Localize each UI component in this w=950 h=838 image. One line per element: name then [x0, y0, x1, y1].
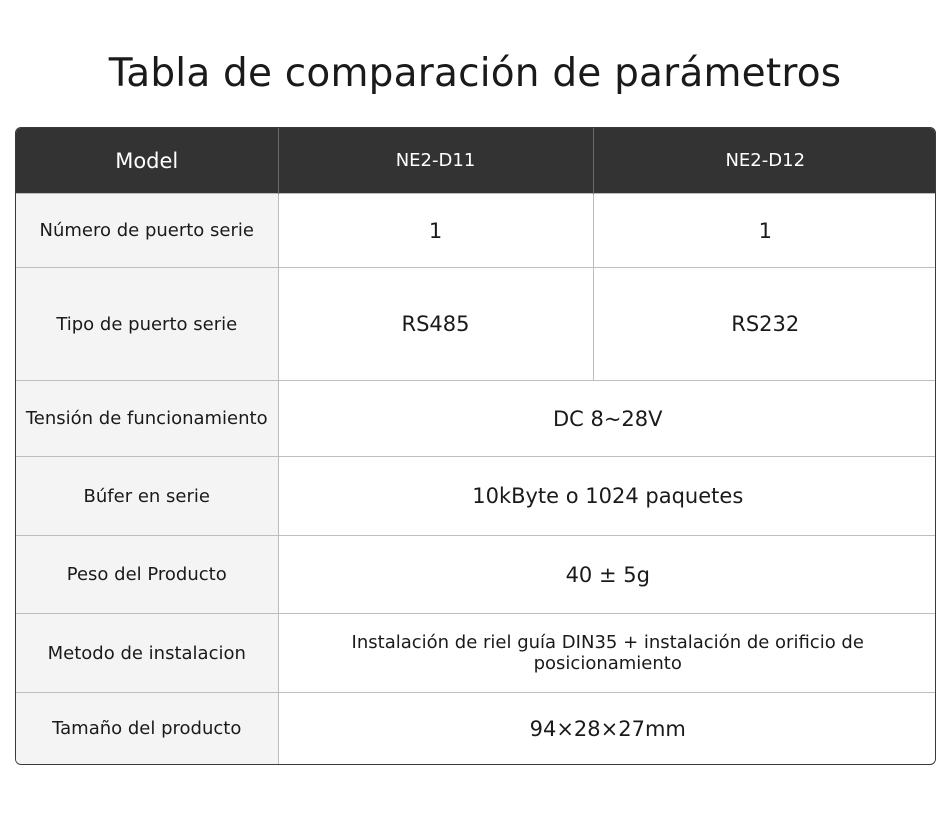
page-title: Tabla de comparación de parámetros	[108, 51, 842, 96]
header-label: Model	[16, 128, 278, 194]
row-value: DC 8~28V	[278, 381, 936, 457]
row-value: 94×28×27mm	[278, 693, 936, 765]
table-row	[16, 457, 936, 536]
row-label: Número de puerto serie	[16, 194, 278, 268]
table-row	[16, 381, 936, 457]
table-row	[16, 693, 936, 765]
table-row	[16, 614, 936, 693]
comparison-table	[15, 127, 936, 765]
header-model-ne2-d11: NE2-D11	[278, 128, 593, 194]
row-value: 40 ± 5g	[278, 536, 936, 614]
table-row	[16, 536, 936, 614]
row-value: Instalación de riel guía DIN35 + instalación de orificio de posicionamiento	[278, 614, 936, 693]
row-label: Tipo de puerto serie	[16, 268, 278, 381]
row-label: Peso del Producto	[16, 536, 278, 614]
table-row	[16, 194, 936, 268]
row-value: 1	[278, 194, 593, 268]
row-label: Tensión de funcionamiento	[16, 381, 278, 457]
row-label: Búfer en serie	[16, 457, 278, 536]
table-row	[16, 268, 936, 381]
row-value: 10kByte o 1024 paquetes	[278, 457, 936, 536]
table-header-row	[16, 128, 936, 194]
row-label: Tamaño del producto	[16, 693, 278, 765]
row-value: 1	[593, 194, 936, 268]
row-value: RS232	[593, 268, 936, 381]
row-label: Metodo de instalacion	[16, 614, 278, 693]
row-value: RS485	[278, 268, 593, 381]
header-model-ne2-d12: NE2-D12	[593, 128, 936, 194]
